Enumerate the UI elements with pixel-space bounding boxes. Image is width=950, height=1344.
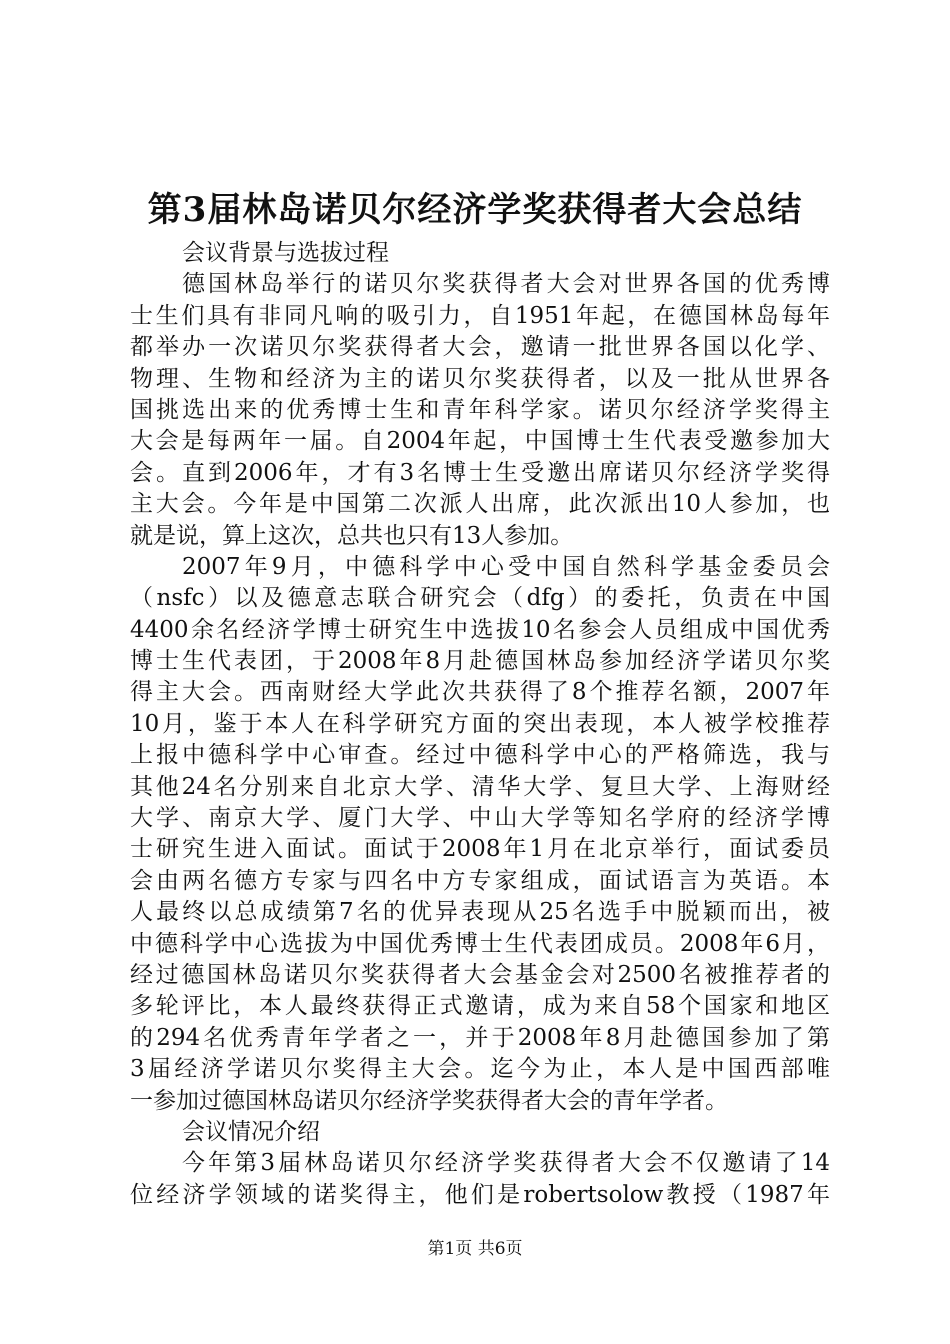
page-footer: 第1页 共6页 [427, 1239, 523, 1259]
paragraph-line: 大学、南京大学、厦门大学、中山大学等知名学府的经济学博 [130, 805, 830, 832]
section-heading-background: 会议背景与选拔过程 [182, 240, 389, 266]
paragraph-line: 物理、生物和经济为主的诺贝尔奖获得者，以及一批从世界各 [130, 365, 830, 392]
section-heading-introduction: 会议情况介绍 [182, 1118, 320, 1145]
paragraph-line: 大会是每两年一届。自2004年起，中国博士生代表受邀参加大 [130, 428, 830, 455]
paragraph-line: 就是说，算上这次，总共也只有13人参加。 [130, 522, 574, 549]
paragraph-line: 位经济学领域的诺奖得主，他们是robertsolow教授（1987年 [130, 1181, 830, 1208]
paragraph-line: 的294名优秀青年学者之一，并于2008年8月赴德国参加了第 [130, 1024, 830, 1051]
paragraph-line: 士研究生进入面试。面试于2008年1月在北京举行，面试委员 [130, 836, 830, 863]
paragraph-line: 都举办一次诺贝尔奖获得者大会，邀请一批世界各国以化学、 [130, 334, 830, 361]
paragraph-line: 中德科学中心选拔为中国优秀博士生代表团成员。2008年6月， [130, 930, 830, 957]
paragraph-line: 3届经济学诺贝尔奖得主大会。迄今为止，本人是中国西部唯 [130, 1056, 830, 1083]
paragraph-line: 人最终以总成绩第7名的优异表现从25名选手中脱颖而出，被 [130, 899, 830, 926]
paragraph-line: 一参加过德国林岛诺贝尔经济学奖获得者大会的青年学者。 [130, 1087, 728, 1114]
paragraph-line: 10月，鉴于本人在科学研究方面的突出表现，本人被学校推荐 [130, 710, 830, 737]
paragraph-line: 会。直到2006年，才有3名博士生受邀出席诺贝尔经济学奖得 [130, 459, 830, 486]
paragraph-line: 得主大会。西南财经大学此次共获得了8个推荐名额，2007年 [130, 679, 830, 706]
paragraph-line: 会由两名德方专家与四名中方专家组成，面试语言为英语。本 [130, 867, 830, 894]
paragraph-line: （nsfc）以及德意志联合研究会（dfg）的委托，负责在中国 [130, 585, 830, 612]
paragraph-line: 主大会。今年是中国第二次派人出席，此次派出10人参加，也 [130, 491, 830, 518]
paragraph-line: 今年第3届林岛诺贝尔经济学奖获得者大会不仅邀请了14 [182, 1150, 830, 1177]
paragraph-line: 国挑选出来的优秀博士生和青年科学家。诺贝尔经济学奖得主 [130, 396, 830, 423]
paragraph-line: 上报中德科学中心审查。经过中德科学中心的严格筛选，我与 [130, 742, 830, 769]
paragraph-line: 其他24名分别来自北京大学、清华大学、复旦大学、上海财经 [130, 773, 830, 800]
document-title: 第3届林岛诺贝尔经济学奖获得者大会总结 [147, 190, 803, 230]
paragraph-line: 4400余名经济学博士研究生中选拔10名参会人员组成中国优秀 [130, 616, 830, 643]
paragraph-line: 士生们具有非同凡响的吸引力，自1951年起，在德国林岛每年 [130, 302, 830, 329]
paragraph-line: 经过德国林岛诺贝尔奖获得者大会基金会对2500名被推荐者的 [130, 961, 830, 988]
paragraph-line: 德国林岛举行的诺贝尔奖获得者大会对世界各国的优秀博 [182, 271, 830, 298]
paragraph-line: 多轮评比，本人最终获得正式邀请，成为来自58个国家和地区 [130, 993, 830, 1020]
paragraph-line: 博士生代表团，于2008年8月赴德国林岛参加经济学诺贝尔奖 [130, 648, 830, 675]
document-body [130, 238, 830, 1211]
paragraph-line: 2007年9月，中德科学中心受中国自然科学基金委员会 [182, 553, 830, 580]
